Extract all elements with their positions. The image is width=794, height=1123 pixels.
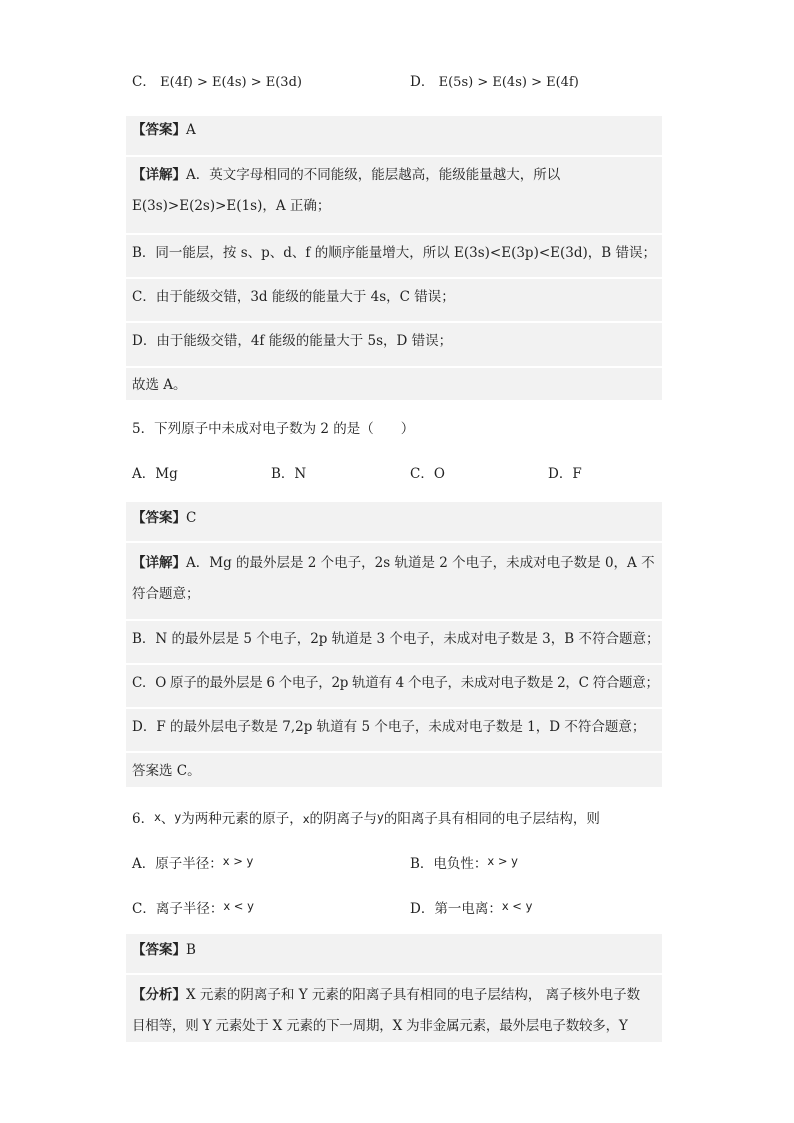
separator	[126, 541, 662, 543]
q6-option-c	[132, 896, 254, 919]
q4-detail-line5: D．由于能级交错，4f 能级的能量大于 5s，D 错误；	[132, 333, 453, 349]
q4-detail-line2: E(3s)>E(2s)>E(1s)，A 正确；	[132, 198, 331, 214]
option-label: C．离子半径：	[132, 901, 224, 917]
q6-stem	[132, 807, 600, 829]
q5-answer	[132, 508, 196, 528]
answer-tag: 【答案】	[132, 510, 186, 526]
q4-option-c	[132, 72, 302, 93]
q4-option-c-label: C．	[132, 74, 156, 90]
var-y: y	[377, 810, 384, 824]
separator	[126, 663, 662, 665]
q5-detail-line5: D．F 的最外层电子数是 7,2p 轨道有 5 个电子，未成对电子数是 1，D 不符合题意；	[132, 719, 646, 735]
q6-option-b	[410, 851, 518, 874]
q5-option-d: D．F	[548, 466, 582, 482]
var-x: x	[154, 810, 161, 824]
q6-option-a	[132, 851, 253, 874]
stem-text: 为两种元素的原子，	[181, 811, 303, 827]
option-label: D．第一电离：	[410, 901, 502, 917]
var-y: y	[174, 810, 182, 824]
q5-option-b: B．N	[271, 466, 307, 482]
q5-option-c: C．O	[410, 466, 445, 482]
option-label: A．原子半径：	[132, 856, 223, 872]
analysis-tag: 【分析】	[132, 987, 186, 1003]
stem-text: 的阴离子与	[309, 811, 378, 827]
q5-detail-line3: B．N 的最外层是 5 个电子，2p 轨道是 3 个电子，未成对电子数是 3，B 不符合题意；	[132, 631, 660, 647]
q6-number: 6．	[132, 811, 155, 827]
option-label: B．电负性：	[410, 856, 488, 872]
separator	[126, 707, 662, 709]
separator-mark: 、	[160, 811, 175, 827]
answer-tag: 【答案】	[132, 942, 186, 958]
q5-detail-line6: 答案选 C。	[132, 763, 201, 779]
separator	[126, 155, 662, 157]
answer-value: A	[186, 122, 196, 138]
q6-analysis-line1	[132, 985, 640, 1005]
answer-tag: 【答案】	[132, 122, 186, 138]
stem-text: 的阳离子具有相同的电子层结构，则	[383, 811, 600, 827]
q4-detail-line3: B．同一能层，按 s、p、d、f 的顺序能量增大，所以 E(3s)<E(3p)<E(3d)，B 错误；	[132, 245, 656, 261]
answer-value: C	[186, 510, 197, 526]
q4-option-d-expr: E(5s) > E(4s) > E(4f)	[438, 75, 579, 90]
detail-text: A．Mg 的最外层是 2 个电子，2s 轨道是 2 个电子，未成对电子数是 0，A 不	[186, 555, 655, 571]
analysis-text: X 元素的阴离子和 Y 元素的阳离子具有相同的电子层结构， 离子核外电子数	[186, 987, 641, 1003]
q4-option-d	[410, 72, 579, 93]
answer-value: B	[186, 942, 196, 958]
option-expr: x > y	[487, 854, 518, 868]
q5-stem: 5．下列原子中未成对电子数为 2 的是（ ）	[132, 421, 415, 437]
var-x: x	[302, 812, 310, 826]
q4-option-d-label: D．	[410, 74, 435, 90]
separator	[126, 619, 662, 621]
q4-detail-line4: C．由于能级交错，3d 能级的能量大于 4s，C 错误；	[132, 289, 455, 305]
q6-analysis-line2: 目相等，则 Y 元素处于 X 元素的下一周期，X 为非金属元素，最外层电子数较多，Y	[132, 1018, 628, 1034]
q4-detail-line1	[132, 165, 560, 185]
detail-tag: 【详解】	[132, 555, 186, 571]
option-expr: x > y	[222, 854, 254, 868]
q4-option-c-expr: E(4f) > E(4s) > E(3d)	[160, 75, 302, 90]
separator	[126, 321, 662, 323]
q5-option-a: A．Mg	[132, 466, 178, 482]
separator	[126, 751, 662, 753]
q6-option-d	[410, 896, 532, 919]
q5-detail-line2: 符合题意；	[132, 586, 200, 602]
separator	[126, 277, 662, 279]
option-expr: x < y	[501, 899, 533, 913]
q6-answer	[132, 940, 196, 960]
q4-answer	[132, 120, 196, 140]
q5-detail-line1	[132, 553, 655, 573]
q5-detail-line4: C．O 原子的最外层是 6 个电子，2p 轨道有 4 个电子，未成对电子数是 2，C 符合题意；	[132, 675, 659, 691]
separator	[126, 233, 662, 235]
q4-detail-line6: 故选 A。	[132, 377, 187, 393]
option-expr: x < y	[223, 899, 254, 913]
detail-text: A．英文字母相同的不同能级，能层越高，能级能量越大，所以	[186, 167, 561, 183]
separator	[126, 366, 662, 368]
detail-tag: 【详解】	[132, 167, 186, 183]
separator	[126, 973, 662, 975]
